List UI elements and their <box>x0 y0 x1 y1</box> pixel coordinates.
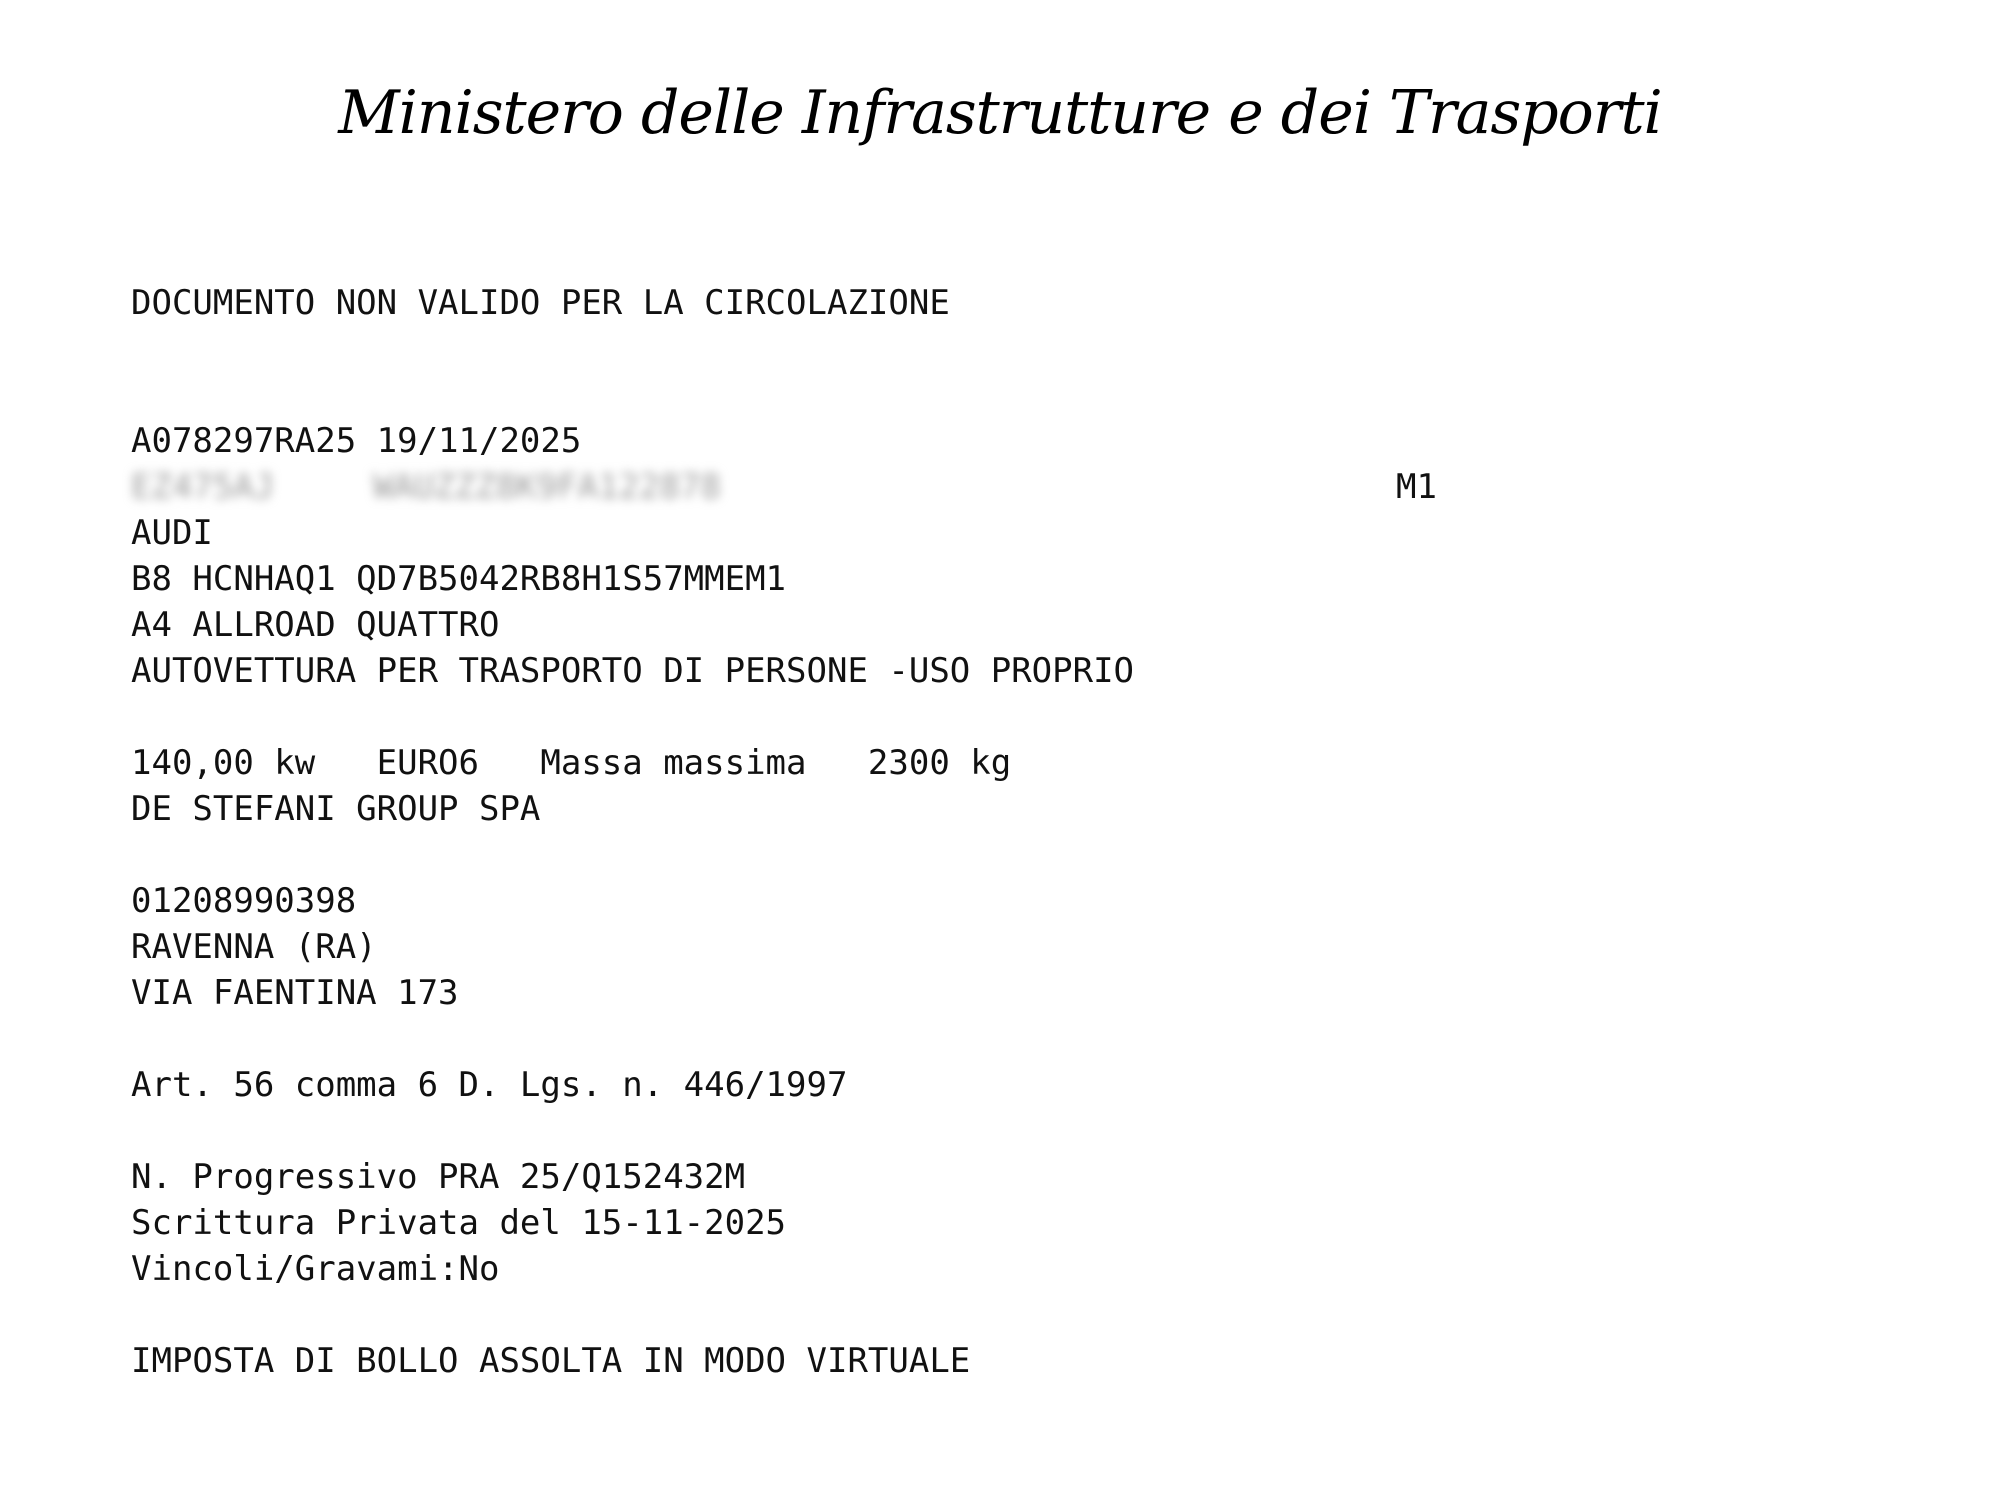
stamp-duty-notice: IMPOSTA DI BOLLO ASSOLTA IN MODO VIRTUALE <box>131 1341 971 1381</box>
code-and-date: A078297RA25 19/11/2025 <box>131 421 582 461</box>
vehicle-make: AUDI <box>131 513 213 553</box>
license-plate: EZ475AJ <box>131 467 275 507</box>
legal-reference: Art. 56 comma 6 D. Lgs. n. 446/1997 <box>131 1065 848 1105</box>
power-emission-mass: 140,00 kw EURO6 Massa massima 2300 kg <box>131 743 1012 783</box>
liens-status: Vincoli/Gravami:No <box>131 1249 500 1289</box>
owner-city: RAVENNA (RA) <box>131 927 377 967</box>
owner-address: VIA FAENTINA 173 <box>131 973 459 1013</box>
deed-date: Scrittura Privata del 15-11-2025 <box>131 1203 787 1243</box>
vehicle-use: AUTOVETTURA PER TRASPORTO DI PERSONE -USO PROPRIO <box>131 651 1135 691</box>
pra-number: N. Progressivo PRA 25/Q152432M <box>131 1157 746 1197</box>
owner-code: 01208990398 <box>131 881 357 921</box>
vehicle-type-code: B8 HCNHAQ1 QD7B5042RB8H1S57MMEM1 <box>131 559 787 599</box>
spacer <box>131 1016 1931 1062</box>
validity-notice: DOCUMENTO NON VALIDO PER LA CIRCOLAZIONE <box>131 283 950 323</box>
vehicle-model: A4 ALLROAD QUATTRO <box>131 605 500 645</box>
ministry-title: Ministero delle Infrastrutture e dei Trasporti <box>338 78 1662 148</box>
chassis-number: WAUZZZ8K9FA122878 <box>373 467 721 507</box>
spacer <box>131 1108 1931 1154</box>
owner-name: DE STEFANI GROUP SPA <box>131 789 541 829</box>
plate-chassis-category-row <box>131 464 1931 510</box>
spacer <box>131 694 1931 740</box>
spacer <box>131 1292 1931 1338</box>
spacer <box>131 326 1931 418</box>
spacer <box>131 832 1931 878</box>
vehicle-category: M1 <box>1396 467 1437 507</box>
document-body <box>131 280 1931 1384</box>
